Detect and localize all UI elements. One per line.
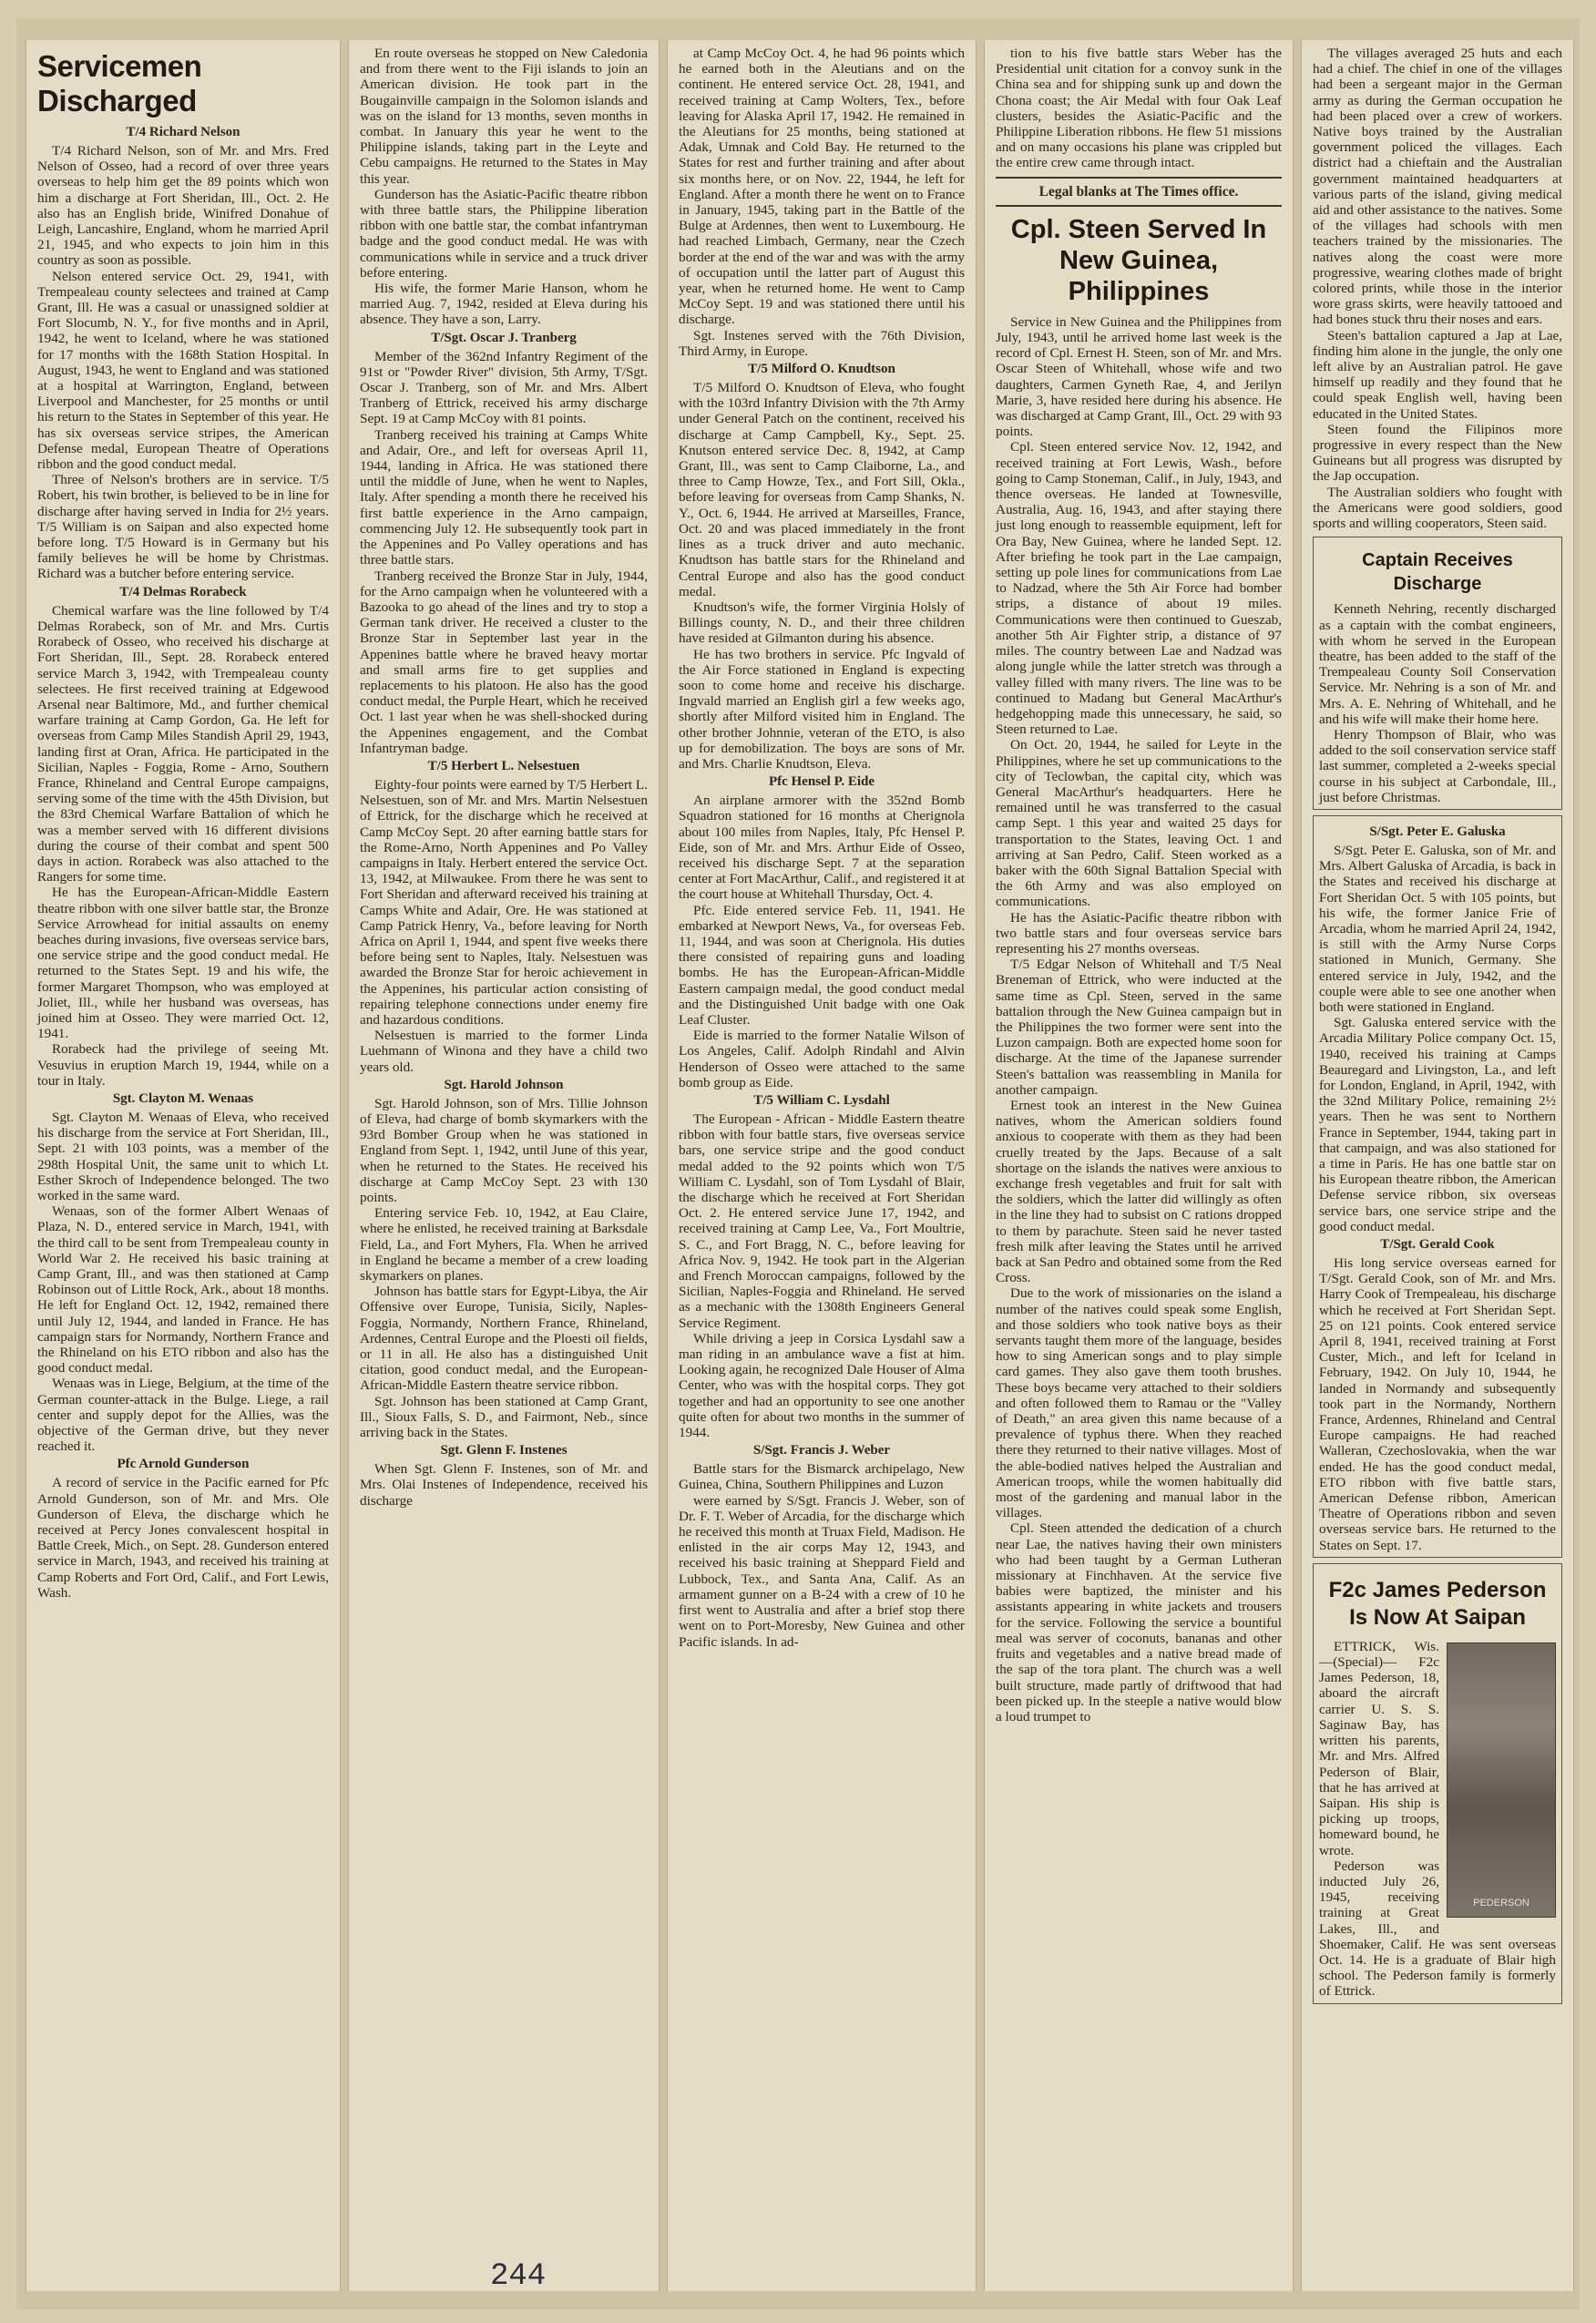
- article-paragraph: Pederson was inducted July 26, 1945, receiving training at Great Lakes, Ill., and Shoemaker, Calif. He was sent overseas Oct. 14. He is a graduate of Blair high school. The Pederson family is formerly of Ettrick.: [1319, 1857, 1556, 2000]
- article-paragraph: When Sgt. Glenn F. Instenes, son of Mr. and Mrs. Olai Instenes of Independence, received his discharge: [360, 1461, 648, 1509]
- article-subhead: T/5 William C. Lysdahl: [753, 1093, 890, 1108]
- article-paragraph: Battle stars for the Bismarck archipelago, New Guinea, China, Southern Philippines and Luzon: [679, 1461, 965, 1493]
- article-paragraph: Three of Nelson's brothers are in service. T/5 Robert, his twin brother, is believed to be in line for discharge after having served in India for 2½ years. T/5 William is on Saipan and also expected home before long. T/5 Howard is in Germany but his family believes he will be home by Christmas. Richard was a butcher before entering service.: [37, 472, 329, 582]
- article-paragraph: Service in New Guinea and the Philippines from July, 1943, until he arrived home last week is the record of Cpl. Ernest H. Steen, son of Mr. and Mrs. Oscar Steen of Whitehall, whose wife and two daughters, Carmen Gyneth Rae, 4, and Jerilyn Marie, 3, have resided here during his absence. He was discharged at Camp Grant, Ill., Oct. 29 with 93 points.: [996, 313, 1282, 440]
- article-paragraph: were earned by S/Sgt. Francis J. Weber, son of Dr. F. T. Weber of Arcadia, for the discharge which he received this month at Truax Field, Madison. He enlisted in the air corps May 12, 1943, and received his basic training at Sheppard Field and Lubbock, Tex., and Santa Ana, Calif. As an armament gunner on a B-24 with a crew of 10 he first went to Australia and after a brief stop there went on to Port-Moresby, New Guinea and other Pacific islands. In ad-: [679, 1492, 965, 1650]
- article-subhead: Sgt. Clayton M. Wenaas: [112, 1090, 254, 1106]
- article-paragraph: T/4 Richard Nelson, son of Mr. and Mrs. Fred Nelson of Osseo, had a record of over three years overseas to help him get the 89 points which won him a discharge at Fort Sheridan, Ill., Oct. 2. He also has an English bride, Winifred Donahue of Leigh, Lancashire, England, whom he married April 21, 1945, and who expects to join him in this country as soon as possible.: [37, 143, 329, 269]
- article-paragraph: While driving a jeep in Corsica Lysdahl saw a man riding in an ambulance wave a fist at him. Looking again, he recognized Dale Houser of Alma Center, who was with the hospital corps. They got together and had an opportunity to see one another quite often for about two months in the summer of 1944.: [679, 1330, 965, 1441]
- article-paragraph: On Oct. 20, 1944, he sailed for Leyte in the Philippines, where he set up communications to the city of Teclowban, the capital city, which was General MacArthur's headquarters. Here he remained until he was transferred to the casual camp Sept. 1 this year and waited 25 days for transportation to the States, leaving Oct. 1 and arriving at San Pedro, Calif. Steen worked as a baker with the 60th Signal Battalion Special with the 6th Army and was also employed on communications.: [996, 737, 1282, 910]
- article-paragraph: He has two brothers in service. Pfc Ingvald of the Air Force stationed in England is expecting soon to come home and receive his discharge. Ingvald married an English girl a few weeks ago, shortly after Milford visited him in England. The other brother Johnnie, veteran of the ETO, is also up for demobilization. The boys are sons of Mr. and Mrs. Charlie Knudtson, Eleva.: [679, 646, 965, 772]
- article-paragraph: Steen's battalion captured a Jap at Lae, finding him alone in the jungle, the only one left alive by an Australian patrol. He gave himself up readily and they found that he could speak English well, having been educated in the United States.: [1313, 327, 1562, 422]
- article-paragraph: Wenaas was in Liege, Belgium, at the time of the German counter-attack in the Bulge. Liege, a rail center and supply depot for the Allies, was the objective of the German drive, but they never reached it.: [37, 1376, 329, 1455]
- steen-headline: Cpl. Steen Served In New Guinea, Philippines: [1010, 214, 1267, 306]
- article-paragraph: Sgt. Johnson has been stationed at Camp Grant, Ill., Sioux Falls, S. D., and Fairmont, Neb., since arriving back in the States.: [360, 1393, 648, 1441]
- article-paragraph: Pfc. Eide entered service Feb. 11, 1941. He embarked at Newport News, Va., for overseas Feb. 11, 1944, and was soon at Cherignola. His duties there consisted of repairing guns and loading bombs. He has the European-African-Middle Eastern campaign medal, the good conduct medal and the Distinguished Unit badge with one Oak Leaf Cluster.: [679, 902, 965, 1028]
- divider: [996, 205, 1282, 207]
- article-paragraph: Wenaas, son of the former Albert Wenaas of Plaza, N. D., entered service in March, 1941, with the third call to be sent from Trempealeau county in World War 2. He received his basic training at Camp Grant, Ill., and was then stationed at Camp Robinson out of Little Rock, Ark., about 18 months. He left for England Oct. 12, 1942, remained there until July 12, 1944, and landed in France. He has campaign stars for Normandy, Northern France and the Rhineland on his ETO ribbon and also has the good conduct medal.: [37, 1203, 329, 1376]
- article-subhead: T/Sgt. Oscar J. Tranberg: [431, 330, 577, 345]
- article-subhead: T/5 Milford O. Knudtson: [748, 362, 895, 377]
- photo-caption: PEDERSON: [1473, 1897, 1530, 1909]
- column-4: [984, 40, 1294, 2291]
- article-paragraph: En route overseas he stopped on New Caledonia and from there went to the Fiji islands to join an American division. He took part in the Bougainville campaign in the Solomon islands and was on the island for 13 months, seven months in combat. In January this year he went to the Philippine islands, taking part in the Leyte and Cebu campaigns. He returned to the States in May this year.: [360, 46, 648, 187]
- article-paragraph: He has the Asiatic-Pacific theatre ribbon with two battle stars and four overseas service bars representing his 27 months overseas.: [996, 909, 1282, 957]
- article-subhead: S/Sgt. Peter E. Galuska: [1369, 824, 1506, 839]
- article-paragraph: Steen found the Filipinos more progressive in every respect than the New Guineans but all progress was disrupted by the Jap occupation.: [1313, 421, 1562, 485]
- article-subhead: Pfc Hensel P. Eide: [768, 774, 875, 790]
- article-paragraph: Chemical warfare was the line followed by T/4 Delmas Rorabeck, son of Mr. and Mrs. Curtis Rorabeck of Osseo, who received his discharge at Fort Sheridan, Ill., Sept. 28. Rorabeck entered service March 3, 1942, with Trempealeau county selectees. He first received training at Edgewood Arsenal near Baltimore, Md., and further chemical warfare training at Camp Gordon, Ga. He left for overseas from Camp Miles Standish April 29, 1943, landing first at Oran, Africa. He participated in the Sicilian, Naples - Foggia, Rome - Arno, Southern France, Rhineland and Central Europe campaigns, serving some of the time with the 45th Division, but the 83rd Chemical Warfare Battalion of which he was a member served with 16 different divisions during the course of their combat and spent 500 days in action. Rorabeck was also attached to the Rangers for some time.: [37, 602, 329, 885]
- article-paragraph: The European - African - Middle Eastern theatre ribbon with four battle stars, five overseas service bars, one service stripe and the good conduct medal added to the 92 points which won T/5 William C. Lysdahl, son of Tom Lysdahl of Blair, the discharge which he received at Fort Sheridan Oct. 2. He entered service June 17, 1942, and received training at Camp Lee, Va., Fort Moultrie, S. C., and Fort Bragg, N. C., before leaving for Africa Nov. 9, 1942. He took part in the Algerian and French Moroccan campaigns, followed by the Sicilian, Naples-Foggia and Rhineland. He served as a mechanic with the 1308th Engineers General Service Regiment.: [679, 1111, 965, 1331]
- article-paragraph: Tranberg received the Bronze Star in July, 1944, for the Arno campaign when he volunteered with a Bazooka to go ahead of the lines and try to stop a German tank driver. He received a cluster to the Bronze Star in September last year in the Appenines battle where he braved heavy mortar and small arms fire to get supplies and replacements to his platoon. He also has the good conduct medal, the Purple Heart, which he received Oct. 1 last year when he was shell-shocked during the Appenines engagement, and the Combat Infantryman badge.: [360, 568, 648, 756]
- article-paragraph: Ernest took an interest in the New Guinea natives, whom the American soldiers found anxious to cooperate with them as they had been cruelly treated by the Japs. Because of a salt shortage on the islands the natives were anxious to exchange fresh vegetables and fruit for salt with the soldiers, which the latter did willingly as often in the line they had to subsist on C rations dropped to them by parachute. Steen said he never tasted fresh milk after leaving the States until he arrived back at San Pedro and obtained some from the Red Cross.: [996, 1097, 1282, 1286]
- article-paragraph: ETTRICK, Wis. —(Special)— F2c James Pederson, 18, aboard the aircraft carrier U. S. S. Saginaw Bay, has written his parents, Mr. and Mrs. Alfred Pederson of Blair, that he has arrived at Saipan. His ship is picking up troops, homeward bound, he wrote.: [1319, 1638, 1439, 1858]
- article-paragraph: The Australian soldiers who fought with the Americans were good soldiers, good sports and willing cooperators, Steen said.: [1313, 484, 1562, 532]
- page-number: 244: [490, 2259, 547, 2294]
- article-paragraph: tion to his five battle stars Weber has the Presidential unit citation for a convoy sunk in the China sea and for shipping sunk up and down the Chona coast; the Air Medal with four Oak Leaf clusters, besides the Asiatic-Pacific and the Philippine Liberation ribbons. He flew 51 missions and on many occasions his plane was crippled but the entire crew came through intact.: [996, 46, 1282, 171]
- article-subhead: T/Sgt. Gerald Cook: [1380, 1237, 1495, 1253]
- article-subhead: Pfc Arnold Gunderson: [117, 1457, 250, 1472]
- article-paragraph: Member of the 362nd Infantry Regiment of the 91st or "Powder River" division, 5th Army, T/Sgt. Oscar J. Tranberg, son of Mr. and Mrs. Albert Tranberg of Ettrick, received his army discharge Sept. 19 at Camp McCoy with 81 points.: [360, 348, 648, 427]
- column-1: [26, 40, 341, 2291]
- pederson-box: [1313, 1563, 1562, 2004]
- article-subhead: Sgt. Glenn F. Instenes: [440, 1443, 568, 1458]
- article-paragraph: Rorabeck had the privilege of seeing Mt. Vesuvius in eruption March 19, 1944, while on a tour in Italy.: [37, 1041, 329, 1089]
- page-headline: Servicemen Discharged: [37, 49, 202, 118]
- galuska-cook-box: [1313, 815, 1562, 1558]
- article-paragraph: An airplane armorer with the 352nd Bomb Squadron stationed for 16 months at Cherignola about 100 miles from Naples, Italy, Pfc Hensel P. Eide, son of Mr. and Mrs. Arthur Eide of Osseo, received his discharge Sept. 7 at the separation center at Fort MacArthur, Calif., and registered it at the court house at Whitehall Thursday, Oct. 4.: [679, 793, 965, 903]
- column-3: [667, 40, 977, 2291]
- article-paragraph: Cpl. Steen attended the dedication of a church near Lae, the natives having their own ministers who had been taught by a German Lutheran missionary at Finchhaven. At the service five babies were baptized, the minister and his assistants appearing in white jackets and trousers for the service. Following the service a bountiful meal was server of coconuts, bananas and other fruits and vegetables and a native bread made of the sap of the tora plant. The church was a well built structure, made partly of driftwood that had been picked up. In the steeple a native would blow a loud trumpet to: [996, 1520, 1282, 1724]
- article-subhead: T/4 Richard Nelson: [126, 125, 240, 139]
- article-paragraph: Nelson entered service Oct. 29, 1941, with Trempealeau county selectees and trained at Camp Grant, Ill. He was a casual or unassigned soldier at Fort Slocumb, N. Y., for five months and in April, 1942, he went to Iceland, where he was stationed for 17 months with the 168th Station Hospital. In August, 1943, he went to England and was stationed at a hospital at Warrington, England, between Liverpool and Manchester, for 25 months or until his return to the States in September of this year. He has six overseas service stripes, the American Defense medal, European Theatre of Operations ribbon and the good conduct medal.: [37, 268, 329, 473]
- col5-lead: [1313, 46, 1562, 531]
- col1-articles: [37, 124, 329, 1601]
- article-paragraph: T/5 Edgar Nelson of Whitehall and T/5 Neal Breneman of Ettrick, who were inducted at the same time as Cpl. Steen, served in the same battalion through the New Guinea campaign but in the Philippines the two former were sent into the Luzon campaign. Both are expected home soon for discharge. At the time of the Japanese surrender Steen's battalion was reassembling in Manila for another campaign.: [996, 957, 1282, 1098]
- captain-headline: Captain Receives Discharge: [1362, 550, 1513, 595]
- article-paragraph: Entering service Feb. 10, 1942, at Eau Claire, where he enlisted, he received training at Barksdale Field, La., and Fort Myhers, Fla. When he arrived in England he became a member of a crew loading skymarkers on planes.: [360, 1205, 648, 1284]
- newspaper-page: [16, 18, 1580, 2309]
- col2-articles: [360, 46, 648, 1509]
- pederson-headline: F2c James Pederson Is Now At Saipan: [1328, 1577, 1547, 1630]
- article-paragraph: Eighty-four points were earned by T/5 Herbert L. Nelsestuen, son of Mr. and Mrs. Martin Nelsestuen of Ettrick, for the discharge which he received at Camp McCoy Sept. 20 after earning battle stars for the Rome-Arno, North Appenines and Po Valley campaigns in Italy. Herbert entered the service Oct. 13, 1942, at Milwaukee. From there he was sent to Fort Sheridan and afterward received his training at Camps White and Adair, Ore. He was stationed at Camp Patrick Henry, Va., before leaving for North Africa on April 1, 1944, and spent five weeks there before being sent to Naples, Italy. Nelsestuen was awarded the Bronze Star for heroic achievement in the Appenines, his particular action consisting of repairing telephone connections under enemy fire and hazardous conditions.: [360, 776, 648, 1028]
- article-paragraph: Sgt. Galuska entered service with the Arcadia Military Police company Oct. 15, 1940, received his training at Camps Beauregard and Livingston, La., and left for London, England, in April, 1942, with the 32nd Military Police, remaining 2½ years. Then he was sent to Northern France in September, 1944, taking part in that campaign, and was also stationed for a time in Paris. He has one battle star on his European theatre ribbon, the American Defense service ribbon, six overseas service bars, one service stripe and the good conduct medal.: [1319, 1015, 1556, 1234]
- article-subhead: T/5 Herbert L. Nelsestuen: [427, 758, 580, 773]
- article-paragraph: Nelsestuen is married to the former Linda Luehmann of Winona and they have a child two years old.: [360, 1028, 648, 1075]
- steen-article: [996, 314, 1282, 1724]
- col5-articles: [1319, 824, 1556, 1553]
- column-2: [348, 40, 660, 2291]
- article-paragraph: His long service overseas earned for T/Sgt. Gerald Cook, son of Mr. and Mrs. Harry Cook of Trempealeau, his discharge which he received at Fort Sheridan Sept. 25 on 121 points. Cook entered service April 8, 1941, received training at Forst Custer, Mich., and left for Iceland in February, 1942. On July 10, 1944, he landed in Normandy and subsequently took part in the Normandy, Northern France, Ardennes, Rhineland and Central Europe campaigns. He had reached Walleran, Czechoslovakia, when the war ended. He has the good conduct medal, ETO ribbon with five battle stars, American Defense ribbon, American Theatre of Operations ribbon and seven overseas service bars. He returned to the States on Sept. 17.: [1319, 1255, 1556, 1553]
- divider: [996, 177, 1282, 179]
- article-paragraph: Tranberg received his training at Camps White and Adair, Ore., and left for overseas April 11, 1944, landing in Africa. He was stationed there until the middle of June, when he went to Naples, Italy. After spending a month there he received his first battle experience in the Arno campaign, commencing July 12. He subsequently took part in the Appenines and Po Valley operations and has three battle stars.: [360, 426, 648, 568]
- article-paragraph: Sgt. Instenes served with the 76th Division, Third Army, in Europe.: [679, 327, 965, 359]
- col4-lead: [996, 46, 1282, 171]
- legal-notice: Legal blanks at The Times office.: [1038, 183, 1239, 200]
- article-paragraph: He has the European-African-Middle Eastern theatre ribbon with one silver battle star, the Bronze Service Arrowhead for initial assaults on enemy beaches during invasions, five overseas service bars, one service stripe and the good conduct medal. He returned to the States Sept. 19 and his wife, the former Margaret Thompson, who was employed at Joliet, Ill., while her husband was overseas, has joined him at Osseo. They were married Oct. 12, 1941.: [37, 885, 329, 1042]
- col3-articles: [679, 46, 965, 1650]
- article-paragraph: Sgt. Harold Johnson, son of Mrs. Tillie Johnson of Eleva, had charge of bomb skymarkers with the 93rd Bomber Group when he was stationed in England from Sept. 1, 1942, until June of this year, when he returned to the States. He received his discharge at Camp McCoy Sept. 23 with 130 points.: [360, 1095, 648, 1206]
- article-paragraph: Gunderson has the Asiatic-Pacific theatre ribbon with three battle stars, the Philippine liberation ribbon with one battle star, the combat infantryman badge and the good conduct medal. He was with communications while in service and a truck driver before entering.: [360, 186, 648, 281]
- captain-box: [1313, 537, 1562, 810]
- article-paragraph: T/5 Milford O. Knudtson of Eleva, who fought with the 103rd Infantry Division with the 7th Army under General Patch on the continent, received his discharge at Camp Campbell, Ky., Sept. 25. Knutson entered service Dec. 8, 1942, at Camp Grant, Ill., was sent to Camp Claiborne, La., and three to Camp Howze, Tex., and Fort Sill, Okla., before leaving for overseas from Camp Shanks, N. Y., Oct. 6, 1944. He arrived at Marseilles, France, Oct. 20 and was placed immediately in the front lines as a truck driver and auto mechanic. Knudtson has battle stars for the Rhineland and Central Europe and also has the good conduct medal.: [679, 380, 965, 599]
- article-paragraph: The villages averaged 25 huts and each had a chief. The chief in one of the villages had been a sergeant major in the German army as during the German occupation he had been placed over a crew of workers. Native boys trained by the Australian government policed the villages. Each district had a chieftain and the Australian government maintained headquarters at various parts of the island, giving medical aid and other assistance to the natives. Some of the villages had schools with men teachers trained by the missionaries. The natives along the coast were more progressive, wearing clothes made of bright colored prints, while those in the interior wore grass skirts, were heavily tattooed and had bones stuck thru their noses and ears.: [1313, 46, 1562, 328]
- captain-article: [1319, 601, 1556, 805]
- article-paragraph: Johnson has battle stars for Egypt-Libya, the Air Offensive over Europe, Tunisia, Sicily, Naples-Foggia, Normandy, Northern France, Rhineland, Ardennes, Central Europe and the Ploesti oil fields, or 11 in all. He also has a distinguished Unit citation, good conduct medal, and the European-African-Middle Eastern theatre service ribbon.: [360, 1284, 648, 1394]
- article-paragraph: Sgt. Clayton M. Wenaas of Eleva, who received his discharge from the service at Fort Sheridan, Ill., Sept. 21 with 103 points, was a member of the 298th Hospital Unit, the same unit to which Lt. Esther Skroch of Independence belonged. The two worked in the same ward.: [37, 1109, 329, 1203]
- article-paragraph: S/Sgt. Peter E. Galuska, son of Mr. and Mrs. Albert Galuska of Arcadia, is back in the States and received his discharge at Fort Sheridan Oct. 5 with 105 points, but his wife, the former Janice Frie of Arcadia, whom he married April 24, 1942, is still with the Army Nurse Corps stationed in Munich, Germany. She entered service in July, 1942, and the couple were able to see one another when both were stationed in England.: [1319, 842, 1556, 1015]
- article-paragraph: Due to the work of missionaries on the island a number of the natives could speak some English, and those soldiers who took native boys as their servants taught them more of the language, besides how to sing American songs and to play simple card games. They also gave them tooth brushes. These boys became very attached to their soldiers and often followed them to Ramau or the "Valley of Death," an area given this name because of a prevalence of typhus there. When they reached there they returned to their native villages. Most of the able-bodied natives helped the Australian and American troops, while the women habitually did most of the gardening and manual labor in the villages.: [996, 1285, 1282, 1521]
- article-paragraph: His wife, the former Marie Hanson, whom he married Aug. 7, 1942, resided at Eleva during his absence. They have a son, Larry.: [360, 281, 648, 328]
- article-subhead: T/4 Delmas Rorabeck: [119, 584, 247, 599]
- article-paragraph: Knudtson's wife, the former Virginia Holsly of Billings county, N. D., and their three children have resided at Gilmanton during his absence.: [679, 599, 965, 647]
- article-paragraph: A record of service in the Pacific earned for Pfc Arnold Gunderson, son of Mr. and Mrs. Ole Gunderson of Eleva, the discharge which he received at Percy Jones convalescent hospital in Battle Creek, Mich., on Sept. 28. Gunderson entered service in March, 1943, and received his training at Camp Roberts and Fort Ord, Calif., and Fort Lewis, Wash.: [37, 1475, 329, 1601]
- article-paragraph: Eide is married to the former Natalie Wilson of Los Angeles, Calif. Adolph Rindahl and Alvin Henderson of Osseo were attached to the same bomb group as Eide.: [679, 1028, 965, 1090]
- column-5: [1301, 40, 1574, 2291]
- article-subhead: S/Sgt. Francis J. Weber: [752, 1443, 891, 1458]
- article-paragraph: Kenneth Nehring, recently discharged as a captain with the combat engineers, with whom he served in the European theatre, has been added to the staff of the Trempealeau County Soil Conservation Service. Mr. Nehring is a son of Mr. and Mrs. A. E. Nehring of Whitehall, and he and his wife will make their home here.: [1319, 601, 1556, 727]
- pederson-photo: [1447, 1642, 1556, 1918]
- article-paragraph: Henry Thompson of Blair, who was added to the soil conservation service staff last summer, completed a 2-weeks special course in his subject at Carbondale, Ill., just before Christmas.: [1319, 726, 1556, 805]
- article-paragraph: at Camp McCoy Oct. 4, he had 96 points which he earned both in the Aleutians and on the continent. He entered service Oct. 28, 1941, and received training at Camp Wolters, Tex., before leaving for Alaska April 17, 1942. He remained in the Aleutians for 25 months, being stationed at Adak, Umnak and Cold Bay. He returned to the States for rest and further training and after about six months here, or on Nov. 22, 1944, he left for England. After a month there he went on to France in January, 1945, taking part in the Battle of the Bulge at Ardennes, then went to Luxembourg. He had reached Limbach, Germany, near the Czech border at the end of the war and was with the army of occupation until the latter part of August this year, when he returned home. He went to Camp McCoy Sept. 19 and was stationed there until his discharge.: [679, 46, 965, 328]
- article-paragraph: Cpl. Steen entered service Nov. 12, 1942, and received training at Fort Lewis, Wash., before going to Camp Stoneman, Calif., in July, 1943, and thence overseas. He landed at Townesville, Australia, Aug. 16, 1943, and after staying there just long enough to reassemble equipment, left for Ora Bay, New Guinea, where he landed Sept. 12. After briefing he took part in the Lae campaign, setting up pole lines for communications from Lae to Nadzad, where the 5th Air Force had bomber strips, a distance of about 19 miles. Communications were then continued to Gueszab, another 5th Air Fighter strip, a distance of 97 miles. The country between Lae and Nadzad was along jungle while the latter stretch was through a valley filled with many rivers. The line was to be continued to Madang but General MacArthur's hedgehopping made this unnecessary, he said, so Steen returned to Lae.: [996, 439, 1282, 738]
- article-subhead: Sgt. Harold Johnson: [444, 1077, 564, 1092]
